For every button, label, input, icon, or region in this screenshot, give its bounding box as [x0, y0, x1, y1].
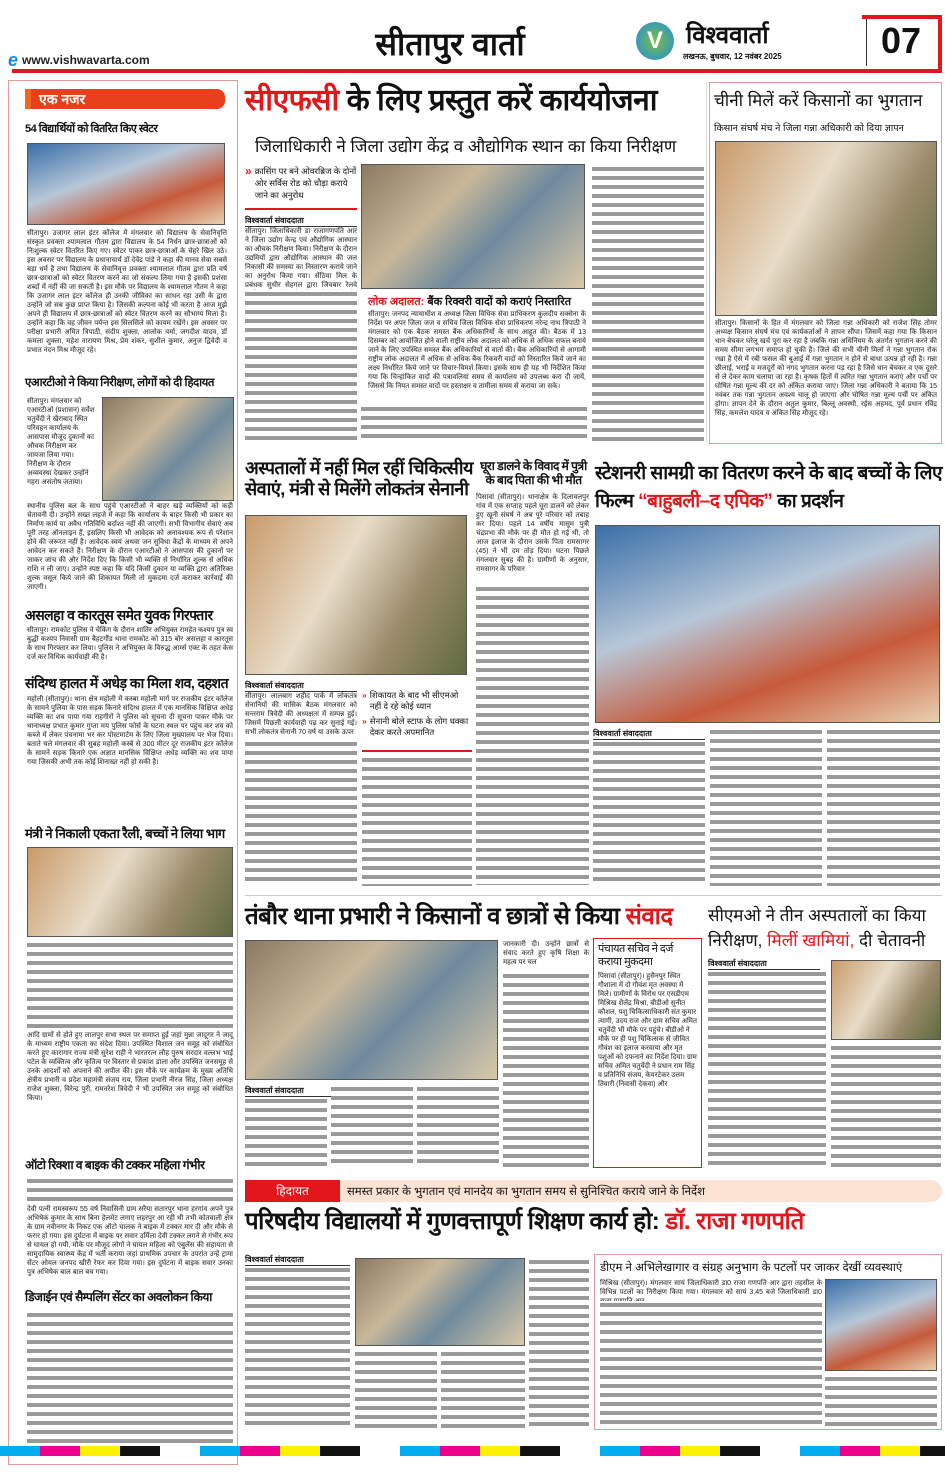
- photo: [715, 141, 937, 316]
- hidayat-label: हिदायत: [245, 1180, 340, 1202]
- article-text: [245, 740, 357, 886]
- hidayat-bar: [245, 1180, 942, 1202]
- headline: ऑटो रिक्शा व बाइक की टक्कर महिला गंभीर: [25, 1158, 205, 1172]
- lead-photo: [361, 164, 585, 289]
- website-link[interactable]: www.vishwavarta.com: [22, 53, 150, 67]
- brand-logo-icon: V: [636, 22, 674, 60]
- lead-headline: सीएफसी के लिए प्रस्तुत करें कार्ययोजना: [245, 84, 658, 117]
- photo: [27, 847, 233, 937]
- article-body: स्थानीय पुलिस बल के साथ पहुंचे एआरटीओ ने बाहर खड़े व्यक्तियों को कड़ी चेतावनी दी। उन्होंने सख्त लहजे में कहा कि कार्यालय के बाहर किसी भी प्रकार का निर्माण कार्य या अवैध गतिविधि बर्दाश्त नहीं की जाएगी। सभी विभागीय सेवाएं अब पूरी तरह ऑनलाइन हैं, इसलिए किसी भी आवेदक को अनावश्यक रूप से परेशान होने की जरूरत नहीं है। आवेदक स्वयं अथवा जन सुविधा केंद्रों के माध्यम से अपने आवेदन कर सकते हैं। निरीक्षण के दौरान एआरटीओ ने आसपास की दुकानों पर जाकर जांच की और निर्देश दिए कि किसी भी व्यक्ति से निर्धारित शुल्क से अधिक राशि न ली जाए। उन्होंने स्पष्ट कहा कि यदि किसी दुकान या व्यक्ति द्वारा अतिरिक्त शुल्क वसूल किये जाने की शिकायत मिली तो मुकदमा दर्ज कराकर कार्रवाई की जाएगी।: [27, 503, 233, 591]
- article-text: [245, 1266, 350, 1428]
- chevron-right-icon: »: [245, 164, 252, 178]
- article-body: देवी पत्नी रामस्वरूप 55 वर्ष निवासिनी ग्राम सरैया सतारपुर थाना हरगांव अपने पुत्र अभिषेक कुमार के साथ बिना हेलमेट लगाए लहरपुर आ रही थी तभी कोतवाली क्षेत्र के ग्राम नवीनगर के निकट एक ऑटो चालक ने बाइक में टक्कर मार दी और मौके से फरार हो गया। इस दुर्घटना में बाइक पर सवार उर्मिला देवी टक्कर लगने से गंभीर रूप से घायल हो गयी, मौके पर मौजूद लोगों ने घायल महिला को एंबुलेंस की सहायता से सामुदायिक स्वास्थ्य केंद्र में भर्ती कराया जहां प्राथमिक उपचार के उपरांत उन्हें ट्रामा सेंटर ओयल जनपद खीरी रेफर कर दिया गया। इस दुर्घटना में बाइक सवार उनका पुत्र अभिषेक बाल बाल बच गया।: [27, 1206, 233, 1276]
- pull-quote: » क्रासिंग पर बने ओवरब्रिज के दोनों ओर सर्विस रोड को चौड़ा कराये जाने का अनुरोध: [245, 165, 357, 210]
- article-text: [27, 941, 233, 1031]
- headline: स्टेशनरी सामग्री का वितरण करने के बाद बच्चों के लिए फिल्म “बाहुबली–द एपिक” का प्रदर्शन: [595, 463, 942, 512]
- article-text: [593, 740, 705, 886]
- article-text: [708, 970, 826, 1167]
- article-body: सीतापुर। मंगलवार को एआरटीओ (प्रशासन) सर्वेश चतुर्वेदी ने खैराबाद स्थित परिवहन कार्यालय के आसपास मौजूद दुकानों का औचक निरीक्षण कर जायजा लिया गया। निरीक्षण के दौरान अव्यवस्था देखकर उन्होंने गहरा असंतोष जताया।: [27, 398, 95, 486]
- photo: [245, 940, 498, 1080]
- sugar-box: [709, 82, 942, 444]
- article-body: सीतापुर। जिलाधिकारी डा राजागणपति आर ने जिला उद्योग केन्द्र एवं औद्योगिक आस्थान का औचक निरीक्षण किया। निरीक्षण के दौरान उद्यमियों द्वारा औद्योगिक आस्थान की जल निकासी की समस्या का निस्तारण कराये जाने का अनुरोध किया गया। सेंठिया मिल के प्रबंधक सुधीर सेहगल द्वारा जिवबार रेलवे: [245, 228, 357, 289]
- article-body: पिसावां (सीतापुर)। हुसैनपुर स्थित गौशाला में दो गौवंश मृत अवस्था में मिले। ग्रामीणों के विरोध पर एसडीएम मिश्रिख शैलेंद्र मिश्रा, बीडीओ सुनीत कौशल, पशु चिकित्साधिकारी संत कुमार त्यागी, उदय राज और ग्राम सचिव अमित चतुर्वेदी भी मौके पर पहुंचे। बीडीओ ने मौके पर ही पशु चिकित्सक से जीवित गौवंश का इलाज करवाया और मृत पशुओं को दफनाने का निर्देश दिया। ग्राम सचिव अमित चतुर्वेदी ने प्रधान राम सिंह व प्रतिनिधि संजय, केयरटेकर उत्तम तिवारी (निवासी देकवा) और: [598, 973, 697, 1089]
- article-text: [362, 756, 472, 886]
- headline: एआरटीओ ने किया निरीक्षण, लोगों को दी हिदायत: [25, 377, 214, 389]
- photo: [27, 143, 225, 225]
- cmo-headline: सीएमओ ने तीन अस्पतालों का किया निरीक्षण, मिलीं खामियां, दी चेतावनी: [708, 906, 926, 950]
- lok-adalat-headline: लोक अदालत: बैंक रिक्वरी वादों को कराएं निस्तारित: [368, 296, 571, 308]
- article-text: [710, 728, 822, 886]
- article-body: आदि ग्रामों से होते हुए लालपुर सभा स्थल पर समाप्त हुई जहां मुन्ना जादूगर ने जादू के माध्यम राष्ट्रीय एकता का संदेश दिया। उपस्थित विशाल जन समूह को संबोधित करते हुए कारागार राज्य मंत्री सुरेश राही ने भारतरत्न लौह पुरुष सरदार वल्लभ भाई पटेल के व्यक्तित्व और कृतित्व पर विस्तार से प्रकाश डाला और उपस्थित जनसमूह से उनके आदर्शों को अपनाने की अपील की। इस मौके पर कार्यक्रम के मुख्य अतिथि क्षेत्रीय प्रभारी व प्रदेश महामंत्री संजय राय, जिला प्रभारी नीरज सिंह, जिला अध्यक्ष राजेश शुक्ला, विरेन्द्र पुरी, रामनरेश त्रिवेदी ने भी उपस्थित जन समूह को संबोधित किया।: [27, 1032, 233, 1102]
- byline: विश्ववार्ता संवाददाता: [245, 215, 357, 227]
- headline: असलहा व कारतूस समेत युवक गिरफ्तार: [25, 607, 213, 623]
- article-text: [827, 728, 940, 886]
- byline: विश्ववार्ता संवाददाता: [593, 728, 705, 740]
- article-body: महोली (सीतापुर)। थाना क्षेत्र महोली में कस्बा महोली मार्ग पर राजकीय इंटर कॉलेज के सामने पुलिया के पास सड़क किनारे संदिग्ध हालत में एक मानसिक विक्षिप्त अधेड़ व्यक्ति का शव पाया गया राहगीरों ने पुलिस को सूचना दी सूचना पाकर मौके पर थानाध्यक्ष प्रभात कुमार गुप्ता मय पुलिस फोर्स के घटना स्थल पर पहुंच कर शव को कब्जे में लेकर पंचनामा भर कर पोस्टमार्टम के लिए जिला मुख्यालय पर भेज दिया। बताते चले मंगलवार की सुबह महोली कस्बे से 300 मीटर दूर राजकीय इंटर कॉलेज के सामने सड़क किनारे एक अज्ञात मानसिक विक्षिप्त अधेड़ व्यक्ति का शव पाया गया जिसकी अभी तक कोई शिनाख्त नहीं हो सकी है।: [27, 696, 233, 766]
- chevron-right-icon: »: [362, 690, 367, 700]
- byline: विश्ववार्ता संवाददाता: [245, 1254, 350, 1266]
- article-text: [831, 1044, 941, 1167]
- chevron-right-icon: »: [362, 716, 367, 726]
- byline: विश्ववार्ता संवाददाता: [245, 1085, 357, 1097]
- headline: मंत्री ने निकाली एकता रैली, बच्चों ने लिया भाग: [25, 826, 225, 841]
- article-body: जानकारी दी। उन्होंने छात्रों से संवाद करते हुए कृषि शिक्षा के महत्व पर चल: [503, 941, 589, 966]
- photo: [831, 960, 941, 1040]
- dm-box: [594, 1254, 942, 1430]
- headline: 54 विद्यार्थियों को वितरित किए स्वेटर: [25, 123, 158, 135]
- article-text: [27, 1311, 233, 1451]
- article-text: [331, 1085, 413, 1167]
- article-text: [529, 1258, 589, 1428]
- masthead: [0, 0, 945, 74]
- headline: संदिग्ध हालत में अधेड़ का मिला शव, दहशत: [25, 675, 229, 691]
- article-text: [825, 1375, 937, 1427]
- photo: [595, 525, 940, 723]
- left-column: [8, 80, 238, 1465]
- article-text: [503, 972, 589, 1167]
- photo: [355, 1258, 525, 1346]
- article-body: सीतापुर। लालबाग शहीद पार्क में लोकतंत्र सेनानियों की मासिक बैठक मंगलवार को सन्तराम त्रिवेदी की अध्यक्षता में सम्पन्न हुई। जिसमें पिछली कार्यवाही पढ़ कर सुनाई गई। सभी लोकतंत्र सेनानी 70 वर्ष या उसके ऊपर: [245, 693, 357, 736]
- article-text: [355, 1350, 437, 1428]
- dateline: लखनऊ, बुधवार, 12 नवंबर 2025: [683, 52, 782, 61]
- article-text: [441, 1350, 525, 1428]
- lead-subheadline: जिलाधिकारी ने जिला उद्योग केंद्र व औद्योगिक स्थान का किया निरीक्षण: [255, 137, 677, 156]
- article-text: [417, 1085, 499, 1167]
- photo: [245, 515, 467, 675]
- panchayat-box: [593, 938, 702, 1168]
- article-body: सीतापुर। उजागर लाल इंटर कॉलेज में मंगलवार को विद्यालय के सेवानिवृत्ति संस्कृत प्रवक्ता श्यामलाल गौतम द्वारा विद्यालय के 54 निर्धन छात्र-छात्राओं को निःशुल्क स्वेटर वितरित किए गए। स्वेटर पाकर छात्र-छात्राओं के चेहरे खिल उठे। इस अवसर पर विद्यालय के प्रधानाचार्य डॉ देवेंद्र पांडे ने कहा की मानव सेवा सबसे बड़ा धर्म है तथा विद्यालय के सेवानिवृत्त प्रवक्ता श्यामलाल गौतम द्वारा प्रति वर्ष छात्र-छात्राओं को स्वेटर वितरण करने का जो संकल्प लिया गया है इसकी प्रशंसा शब्दों में नहीं की जा सकती है। इस मौके पर विद्यालय के श्यामलाल गौतम ने कहा कि उजागर लाल इंटर कॉलेज ही उनकी जीविका का साधन रहा उसी के द्वारा उन्होंने जो सब कुछ प्राप्त किया है। जिसकी कल्पना कोई भी करता है आज मुझे अपने ही विद्यालय में छात्र-छात्राओं को स्वेटर वितरण करने का सौभाग्य मिला है। उन्होंने कहा कि वह जीवन पर्यन्त इस सिलसिले को कायम रखेंगे। इस अवसर पर परीक्षा प्रभारी अमित त्रिपाठी, संदीप शुक्ला, आलोक वर्मा, जगदीश यादव, डॉ कमला शुक्ला, महेश नारायण मिश्र, प्रेम शंकर, सुशील कुमार, अनुज द्विवेदी व प्रभात नंदन मिश्र मौजूद रहे।: [27, 230, 227, 354]
- print-color-strip: [0, 1446, 945, 1456]
- pull-quote: » शिकायत के बाद भी सीएमओ नहीं दे रहे कोई ध्यान » सेनानी बोले स्टाफ के लोग धक्का देकर करते अपमानित: [362, 690, 472, 752]
- photo: [102, 397, 234, 501]
- article-body: मिश्रिख (सीतापुर)। मंगलवार सायं जिलाधिकारी डा0 राजा गणपति आर द्वारा तहसील के विभिन्न पटलों का निरीक्षण किया गया। मंगलवार को सायं 3.45 बजे जिलाधिकारी डा0: [600, 1280, 822, 1296]
- headline: डिजाईन एवं सैम्पलिंग सेंटर का अवलोकन किया: [25, 1290, 212, 1304]
- brand-name: विश्ववार्ता: [686, 22, 769, 49]
- headline: चीनी मिलें करें किसानों का भुगतान: [714, 91, 923, 110]
- headline: डीएम ने अभिलेखागार व संग्रह अनुभाग के पटलों पर जाकर देखीं व्यवस्थाएं: [600, 1262, 903, 1274]
- article-body: सीतापुर। किसानों के हित में मंगलवार को जिला गन्ना अधिकारी को राजेश सिंह तोमर अध्यक्ष किसान संघर्ष मंच एवं कार्यकर्ताओं ने ज्ञापन सौंपा। जिसमें कहा गया कि किसान धान बेचकर घरेलू खर्च पूरा कर रहा है जबकि गन्ना अधिनियम के अंतर्गत भुगतान करने की समय सीमा लगभग समाप्त हो चुकी है। जिले की सभी चीनी मिलों ने गन्ना भुगतान रोक रखा है ऐसे में रबी फसल की बुआई में गन्ना भुगतान न होने से बाधा उत्पन्न हो रही है। गन्ना छीलाई, भराई व मजदूरों को नगद भुगतान करना पड़ रहा है जिसे धान बेचकर व एक दूसरे से ले देकर काम चलाया जा रहा है। कृषक हितों में त्वरित गन्ना भुगतान कराएं और पर्चों पर घोषित गन्ना मूल्य की दर को अंकित कराया जाए। जिला गन्ना अधिकारी ने बताया कि 15 नवंबर तक गन्ना भुगतान अवश्य चालू हो जाएगा और घोषित गन्ना मूल्य पर्ची पर अंकित होगा। ज्ञापन देने के दौरान अतुल कुमार, बिल्लू अवस्थी, रईस अहमद, पूर्व प्रधान रविंद्र सिंह, कमलेश यादव व अंकित सिंह मौजूद रहे।: [715, 320, 937, 417]
- browser-e-icon: e: [8, 49, 19, 70]
- article-body: सीतापुर। रामकोट पुलिस ने चेकिंग के दौरान शातिर अभियुक्त रामहेत कश्यप पुत्र स्व बुद्धी कश्यप निवासी ग्राम बैहटगौंड थाना रामकोट को 315 बोर असलहा व कारतूस के साथ गिरफ्तार कर लिया। पुलिस ने अभियुक्त के विरुद्ध आर्म्स एक्ट के तहत केस दर्ज कर विधिक कार्यवाही की है।: [27, 627, 233, 661]
- hidayat-text: समस्त प्रकार के भुगतान एवं मानदेय का भुगतान समय से सुनिश्चित कराये जाने के निर्देश: [347, 1186, 705, 1198]
- section-title: सीतापुर वार्ता: [375, 26, 525, 62]
- article-text: [592, 165, 704, 441]
- headline: तंबौर थाना प्रभारी ने किसानों व छात्रों से किया संवाद: [245, 903, 673, 930]
- subheadline: किसान संघर्ष मंच ने जिला गन्ना अधिकारी को दिया ज्ञापन: [714, 123, 904, 134]
- article-body: पिसावां (सीतापुर)। थानाक्षेत्र के दिलावलपुर गांव में एक सप्ताह पहले घूरा डालने को लेकर हुए खूनी संघर्ष ने अब पूरे परिवार को तबाह कर दिया। पहले 14 वर्षीय मासूम पुत्री चंद्रप्रभा की मौके पर ही मौत हो गई थी, तो आज इलाज के दौरान उसके पिता रामसागर (45) ने भी दम तोड़ दिया। घटना पिछले मंगलवार सुबह की है। ग्रामीणों के अनुसार, रामसागर के परिवार: [476, 494, 589, 573]
- article-text: [361, 405, 587, 441]
- headline: परिषदीय विद्यालयों में गुणवत्तापूर्ण शिक्षण कार्य हो: डॉ. राजा गणपति: [245, 1208, 804, 1235]
- article-text: [245, 1097, 327, 1167]
- byline: विश्ववार्ता संवाददाता: [708, 958, 820, 970]
- headline: घूरा डालने के विवाद में पुत्री के बाद पिता की भी मौत: [480, 459, 587, 487]
- article-text: [600, 1301, 822, 1427]
- page-number: 07: [880, 20, 922, 61]
- article-text: [27, 1177, 233, 1204]
- headline: अस्पतालों में नहीं मिल रहीं चिकित्सीय सेवाएं, मंत्री से मिलेंगे लोकतंत्र सेनानी: [245, 458, 473, 499]
- article-body: सीतापुर। जनपद न्यायाधीश व अध्यक्ष जिला विधिक सेवा प्राधिकरण कुलदीप सक्सेना के निर्देश पर अपर जिला जज व सचिव जिला विधिक सेवा प्राधिकरण नरेन्द्र नाथ त्रिपाठी ने मंगलवार को एक बैठक समस्त बैंक अधिकारियों के साथ आहूत की। बैठक में 13 दिसम्बर को आयोजित होने वाली राष्ट्रीय लोक अदालत को अधिक से अधिक सफल बनाये जाने के लिए उपस्थित समस्त बैंक अधिकारियों से वार्ता की। बैंक अधिकारियों से आगामी राष्ट्रीय लोक अदालत में अधिक से अधिक बैंक रिकवरी वादों को निस्तारित किये जाने का लक्ष्य निर्धारित किये जाने पर विचार-विमर्श किया। इसके साथ ही यह भी निर्देशित किया गया कि चिन्हांकित वादों की पत्रावलियां समय से कार्यालय को उपलब्ध करा दी जायें, जिससे कि नियत समस्त वादों पर हस्ताक्षर व तामीला समय से कराया जा सके।: [368, 311, 586, 390]
- byline: विश्ववार्ता संवाददाता: [245, 680, 357, 692]
- headline: पंचायत सचिव ने दर्ज कराया मुकदमा: [598, 943, 673, 968]
- article-text: [476, 585, 589, 885]
- photo: [825, 1279, 937, 1371]
- article-text: [245, 290, 357, 440]
- ek-nazar-tag: एक नजर: [25, 89, 225, 109]
